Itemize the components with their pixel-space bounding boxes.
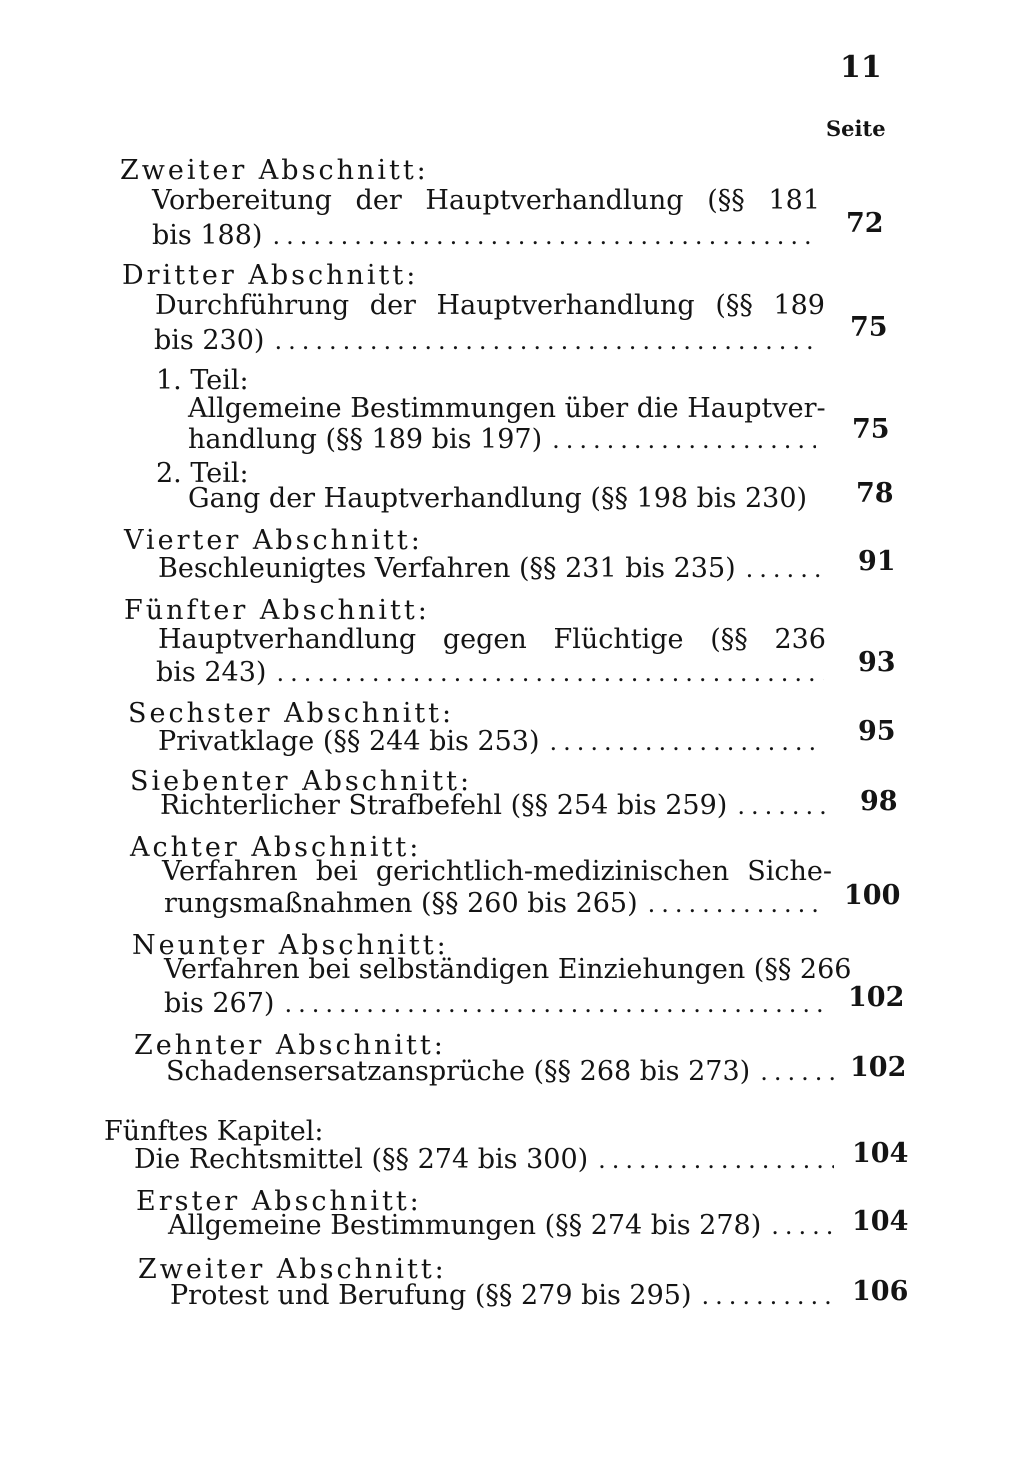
entry-title-line: Hauptverhandlung gegen Flüchtige (§§ 236 bbox=[158, 624, 826, 655]
entry-title-line-dotted bbox=[164, 888, 820, 919]
dot-leader bbox=[760, 1058, 834, 1086]
entry-title-line-dotted bbox=[166, 1056, 834, 1087]
dot-leader bbox=[746, 555, 824, 583]
section-heading: Zweiter Abschnitt: bbox=[120, 155, 429, 186]
dot-leader bbox=[737, 792, 826, 820]
dot-leader bbox=[702, 1282, 836, 1310]
entry-title-text: Schadensersatzansprüche (§§ 268 bis 273) bbox=[166, 1056, 751, 1087]
dot-leader bbox=[598, 1146, 834, 1174]
page-ref: 75 bbox=[850, 312, 888, 343]
entry-title-line: Durchführung der Hauptverhandlung (§§ 189 bbox=[155, 290, 825, 321]
entry-title-line: Gang der Hauptverhandlung (§§ 198 bis 230) bbox=[188, 483, 808, 514]
page-column-label: Seite bbox=[826, 116, 886, 141]
dot-leader bbox=[284, 990, 830, 1018]
section-heading: Sechster Abschnitt: bbox=[128, 698, 455, 729]
section-heading: Zweiter Abschnitt: bbox=[138, 1254, 447, 1285]
section-heading: Vierter Abschnitt: bbox=[124, 525, 423, 556]
entry-title-text: bis 243) bbox=[156, 657, 267, 688]
entry-title-line-dotted bbox=[134, 1144, 834, 1175]
entry-title-text: Privatklage (§§ 244 bis 253) bbox=[158, 726, 540, 757]
entry-title-line-dotted bbox=[170, 1280, 836, 1311]
entry-title-text: handlung (§§ 189 bis 197) bbox=[188, 424, 543, 455]
entry-title-text: Protest und Berufung (§§ 279 bis 295) bbox=[170, 1280, 692, 1311]
dot-leader bbox=[274, 327, 814, 355]
page-ref: 100 bbox=[844, 880, 901, 911]
page-ref: 98 bbox=[860, 786, 898, 817]
entry-title-text: bis 267) bbox=[164, 988, 275, 1019]
entry-title-line: Verfahren bei selbständigen Einziehungen (§§ 266 bbox=[164, 954, 852, 985]
page-ref: 106 bbox=[852, 1276, 909, 1307]
entry-title-text: bis 188) bbox=[152, 220, 263, 251]
entry-title-line-dotted bbox=[152, 220, 812, 251]
entry-title-line-dotted bbox=[164, 988, 830, 1019]
page-ref: 75 bbox=[852, 414, 890, 445]
dot-leader bbox=[272, 222, 812, 250]
dot-leader bbox=[550, 728, 818, 756]
entry-title-text: Richterlicher Strafbefehl (§§ 254 bis 259) bbox=[160, 790, 728, 821]
page-ref: 104 bbox=[852, 1206, 909, 1237]
dot-leader bbox=[648, 890, 820, 918]
entry-title-line: Verfahren bei gerichtlich-medizinischen Siche- bbox=[162, 856, 832, 887]
section-heading: Zehnter Abschnitt: bbox=[134, 1030, 446, 1061]
section-heading: Fünfter Abschnitt: bbox=[124, 595, 430, 626]
section-heading: Erster Abschnitt: bbox=[136, 1186, 422, 1217]
section-heading: Achter Abschnitt: bbox=[130, 832, 422, 863]
part-heading: 2. Teil: bbox=[156, 458, 249, 489]
entry-title-text: Beschleunigtes Verfahren (§§ 231 bis 235) bbox=[158, 553, 736, 584]
entry-title-line: Allgemeine Bestimmungen über die Hauptver- bbox=[188, 393, 826, 424]
entry-title-text: bis 230) bbox=[154, 325, 265, 356]
entry-title-text: rungsmaßnahmen (§§ 260 bis 265) bbox=[164, 888, 638, 919]
dot-leader bbox=[552, 426, 816, 454]
page-ref: 72 bbox=[846, 208, 884, 239]
entry-title-line-dotted bbox=[158, 553, 824, 584]
entry-title-line-dotted bbox=[160, 790, 826, 821]
page-ref: 91 bbox=[858, 546, 896, 577]
dot-leader bbox=[771, 1212, 834, 1240]
entry-title-line-dotted bbox=[158, 726, 818, 757]
section-heading: Dritter Abschnitt: bbox=[122, 260, 419, 291]
entry-title-text: Allgemeine Bestimmungen (§§ 274 bis 278) bbox=[168, 1210, 762, 1241]
entry-title-line-dotted bbox=[168, 1210, 834, 1241]
page-number: 11 bbox=[840, 50, 882, 85]
entry-title-line: Vorbereitung der Hauptverhandlung (§§ 181 bbox=[152, 185, 820, 216]
section-heading: Siebenter Abschnitt: bbox=[130, 766, 473, 797]
page-ref: 104 bbox=[852, 1138, 909, 1169]
entry-title-line-dotted bbox=[156, 657, 824, 688]
page-ref: 102 bbox=[850, 1052, 907, 1083]
entry-title-line-dotted bbox=[188, 424, 816, 455]
section-heading: Neunter Abschnitt: bbox=[132, 930, 449, 961]
part-heading: 1. Teil: bbox=[156, 365, 249, 396]
page-ref: 93 bbox=[858, 647, 896, 678]
entry-title-line-dotted bbox=[154, 325, 814, 356]
chapter-heading: Fünftes Kapitel: bbox=[104, 1116, 324, 1147]
entry-title-text: Die Rechtsmittel (§§ 274 bis 300) bbox=[134, 1144, 589, 1175]
page-ref: 102 bbox=[848, 982, 905, 1013]
page-ref: 95 bbox=[858, 716, 896, 747]
dot-leader bbox=[276, 659, 824, 687]
page-ref: 78 bbox=[856, 478, 894, 509]
